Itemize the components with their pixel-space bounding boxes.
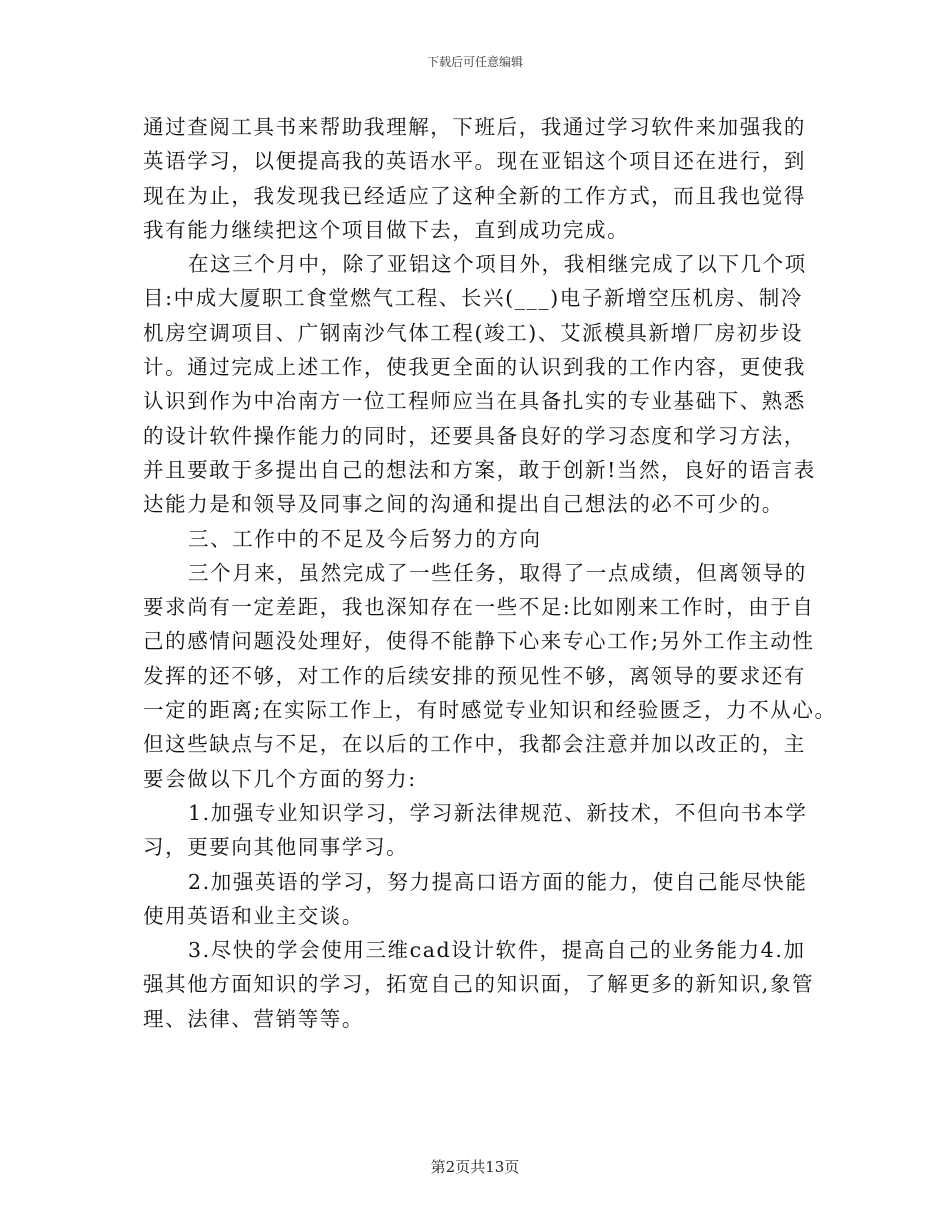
- text-line: 要会做以下几个方面的努力:: [143, 766, 417, 791]
- text-line: 计。通过完成上述工作，使我更全面的认识到我的工作内容，更使我: [143, 355, 806, 380]
- list-item-start-line: 3.尽快的学会使用三维cad设计软件，提高自己的业务能力4.加: [188, 938, 806, 963]
- text-line: 强其他方面知识的学习，拓宽自己的知识面，了解更多的新知识,象管: [143, 972, 815, 997]
- list-item-start-line: 1.加强专业知识学习，学习新法律规范、新技术，不但向书本学: [188, 800, 808, 825]
- text-line: 己的感情问题没处理好，使得不能静下心来专心工作;另外工作主动性: [143, 629, 815, 654]
- text-line: 并且要敢于多提出自己的想法和方案，敢于创新!当然，良好的语言表: [143, 457, 816, 482]
- text-line: 理、法律、营销等等。: [143, 1006, 364, 1031]
- text-line: 通过查阅工具书来帮助我理解，下班后，我通过学习软件来加强我的: [143, 115, 806, 139]
- paragraph-start-line: 在这三个月中，除了亚铝这个项目外，我相继完成了以下几个项: [188, 252, 807, 277]
- section-heading: 三、工作中的不足及今后努力的方向: [188, 526, 542, 551]
- page-number: 第2页共13页: [430, 1158, 520, 1176]
- text-line: 但这些缺点与不足，在以后的工作中，我都会注意并加以改正的，主: [143, 732, 806, 757]
- text-line: 的设计软件操作能力的同时，还要具备良好的学习态度和学习方法，: [143, 423, 806, 448]
- text-line: 目:中成大厦职工食堂燃气工程、长兴(___)电子新增空压机房、制冷: [143, 286, 803, 311]
- text-line: 要求尚有一定差距，我也深知存在一些不足:比如刚来工作时，由于自: [143, 595, 815, 620]
- text-line: 达能力是和领导及同事之间的沟通和提出自己想法的必不可少的。: [143, 492, 784, 517]
- text-line: 习，更要向其他同事学习。: [143, 835, 409, 860]
- text-line: 一定的距离;在实际工作上，有时感觉专业知识和经验匮乏，力不从心。: [143, 698, 837, 723]
- text-line: 我有能力继续把这个项目做下去，直到成功完成。: [143, 217, 630, 242]
- document-body: [143, 110, 837, 1036]
- page-header-note: 下载后可任意编辑: [426, 55, 523, 69]
- text-line: 英语学习，以便提高我的英语水平。现在亚铝这个项目还在进行，到: [143, 149, 806, 174]
- text-line: 使用英语和业主交谈。: [143, 903, 364, 928]
- list-item-start-line: 2.加强英语的学习，努力提高口语方面的能力，使自己能尽快能: [188, 869, 808, 894]
- text-line: 现在为止，我发现我已经适应了这种全新的工作方式，而且我也觉得: [143, 183, 806, 208]
- text-line: 认识到作为中冶南方一位工程师应当在具备扎实的专业基础下、熟悉: [143, 389, 806, 414]
- text-line: 机房空调项目、广钢南沙气体工程(竣工)、艾派模具新增厂房初步设: [143, 320, 804, 345]
- paragraph-start-line: 三个月来，虽然完成了一些任务，取得了一点成绩，但离领导的: [188, 560, 807, 585]
- text-line: 发挥的还不够，对工作的后续安排的预见性不够，离领导的要求还有: [143, 663, 806, 688]
